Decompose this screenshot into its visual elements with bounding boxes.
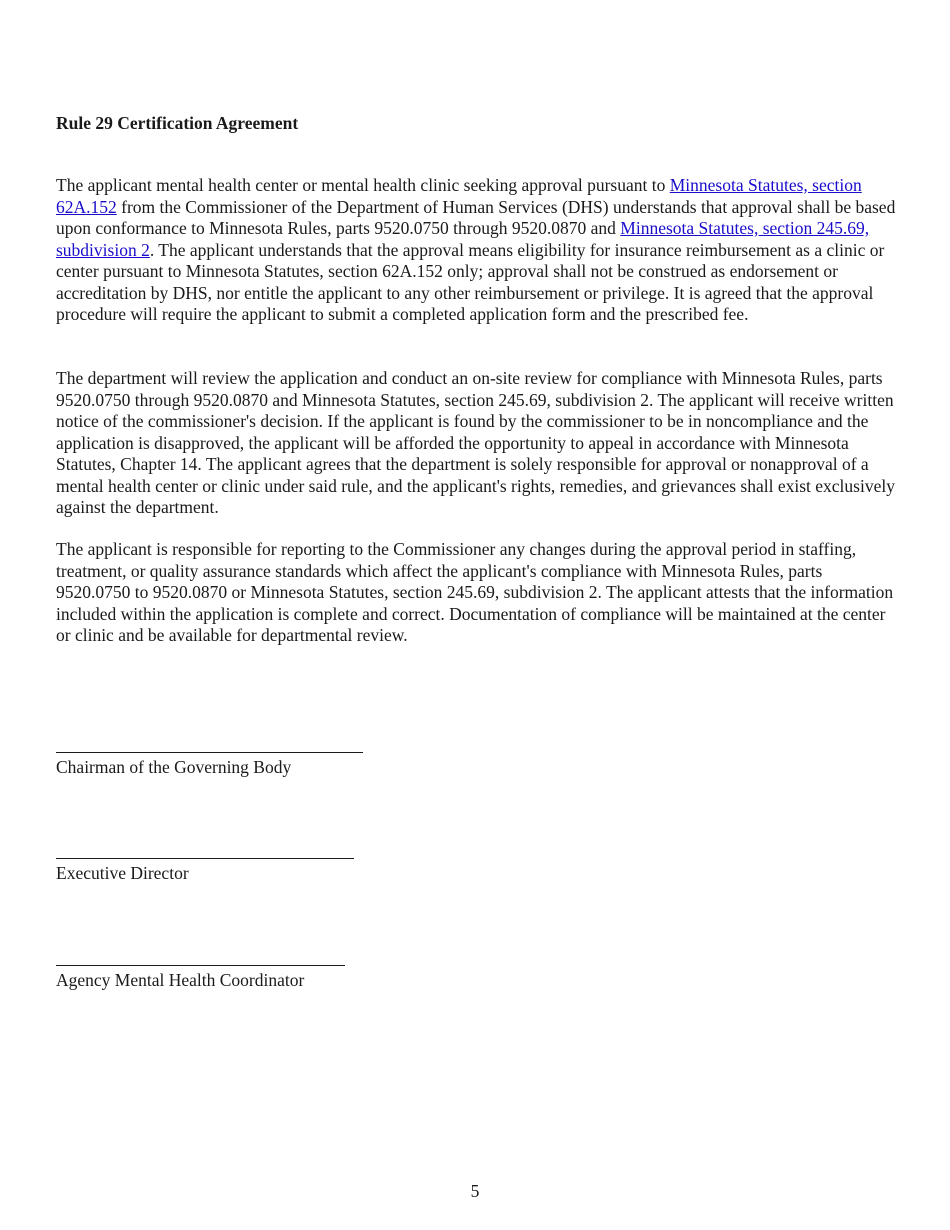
- document-title: Rule 29 Certification Agreement: [56, 113, 299, 133]
- paragraph-text: The applicant mental health center or mental health clinic seeking approval pursuant to: [56, 175, 670, 195]
- link-minnesota-statutes-62a152[interactable]: Minnesota Statutes, section 62A.152: [56, 175, 862, 217]
- paragraph-text: . The applicant understands that the approval means eligibility for insurance reimbursement as a clinic or center pursuant to Minnesota Statutes, section 62A.152 only; approval shall not be construed as endorsement or accreditation by DHS, nor entitle the applicant to any other reimbursement or privilege. It is agreed that the approval procedure will require the applicant to submit a completed application form and the prescribed fee.: [56, 239, 885, 324]
- signature-block-chairman: [56, 752, 363, 778]
- paragraph-reporting-responsibility: The applicant is responsible for reporting to the Commissioner any changes during the approval period in staffing, treatment, or quality assurance standards which affect the applicant's compliance with Minnesota Rules, parts 9520.0750 to 9520.0870 or Minnesota Statutes, section 245.69, subdivision 2. The applicant attests that the information included within the application is complete and correct. Documentation of compliance will be maintained at the center or clinic and be available for departmental review.: [56, 539, 894, 645]
- paragraph-approval-terms: [56, 175, 898, 326]
- paragraph-text: from the Commissioner of the Department of Human Services (DHS) understands that approval shall be based upon conformance to Minnesota Rules, parts 9520.0750 through 9520.0870 and: [56, 196, 896, 238]
- paragraph-review-process: The department will review the application and conduct an on-site review for compliance with Minnesota Rules, parts 9520.0750 through 9520.0870 and Minnesota Statutes, section 245.69, subdivision 2. The applicant will receive written notice of the commissioner's decision. If the applicant is found by the commissioner to be in noncompliance and the application is disapproved, the applicant will be afforded the opportunity to appeal in accordance with Minnesota Statutes, Chapter 14. The applicant agrees that the department is solely responsible for approval or nonapproval of a mental health center or clinic under said rule, and the applicant's rights, remedies, and grievances shall exist exclusively against the department.: [56, 368, 895, 517]
- signature-block-executive-director: [56, 858, 354, 884]
- signature-line[interactable]: [56, 752, 363, 753]
- page-number: 5: [470, 1181, 480, 1201]
- signature-block-coordinator: [56, 965, 345, 991]
- link-minnesota-statutes-24569[interactable]: Minnesota Statutes, section 245.69, subdivision 2: [56, 218, 870, 260]
- signature-label: Executive Director: [56, 863, 189, 883]
- signature-line[interactable]: [56, 858, 354, 859]
- signature-label: Agency Mental Health Coordinator: [56, 970, 305, 990]
- signature-label: Chairman of the Governing Body: [56, 757, 292, 777]
- signature-line[interactable]: [56, 965, 345, 966]
